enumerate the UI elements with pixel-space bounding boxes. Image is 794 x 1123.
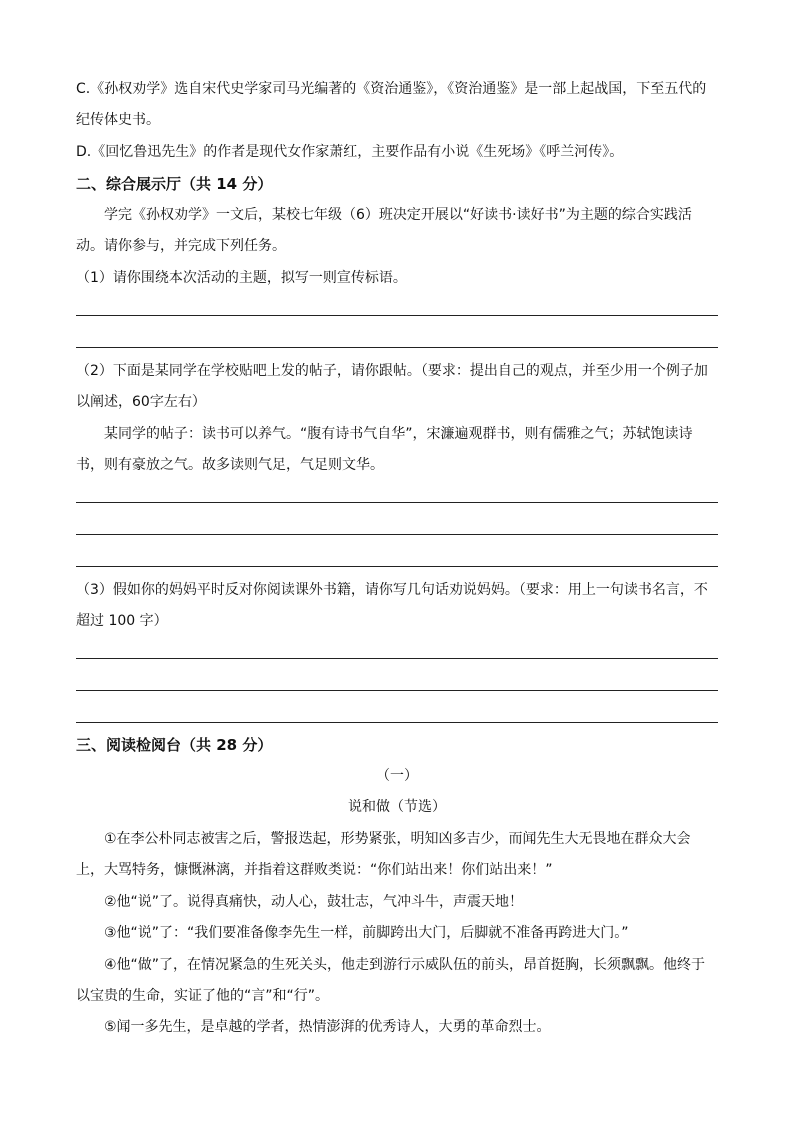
section2-heading: 二、综合展示厅（共 14 分） (76, 175, 273, 193)
section2-intro: 学完《孙权劝学》一文后，某校七年级（6）班决定开展以“好读书·读好书”为主题的综合实践活动。请你参与，并完成下列任务。 (76, 207, 692, 254)
passage-paragraph: ③他“说”了：“我们要准备像李先生一样，前脚跨出大门，后脚就不准备再跨进大门。” (104, 925, 629, 941)
answer-line (76, 347, 718, 348)
answer-line (76, 690, 718, 691)
answer-line (76, 502, 718, 503)
option-c-text: C.《孙权劝学》选自宋代史学家司马光编著的《资治通鉴》，《资治通鉴》是一部上起战国，下至五代的纪传体史书。 (76, 81, 707, 128)
question-3: （3）假如你的妈妈平时反对你阅读课外书籍，请你写几句话劝说妈妈。（要求：用上一句读书名言，不超过 100 字） (76, 582, 708, 629)
answer-line (76, 566, 718, 567)
option-d-text: D.《回忆鲁迅先生》的作者是现代女作家萧红，主要作品有小说《生死场》《呼兰河传》。 (76, 144, 624, 160)
question-1: （1）请你围绕本次活动的主题，拟写一则宣传标语。 (76, 270, 407, 286)
answer-line (76, 658, 718, 659)
answer-line (76, 534, 718, 535)
passage-paragraph: ④他“做”了，在情况紧急的生死关头，他走到游行示威队伍的前头，昂首挺胸，长须飘飘。他终于以宝贵的生命，实证了他的“言”和“行”。 (76, 957, 706, 1004)
passage-paragraph: ⑤闻一多先生，是卓越的学者，热情澎湃的优秀诗人，大勇的革命烈士。 (104, 1019, 551, 1035)
question-2: （2）下面是某同学在学校贴吧上发的帖子，请你跟帖。（要求：提出自己的观点，并至少用一个例子加以阐述，60字左右） (76, 363, 708, 410)
passage-paragraph: ①在李公朴同志被害之后，警报迭起，形势紧张，明知凶多吉少，而闻先生大无畏地在群众大会上，大骂特务，慷慨淋漓，并指着这群败类说：“你们站出来！你们站出来！” (76, 831, 691, 878)
answer-line (76, 722, 718, 723)
answer-line (76, 315, 718, 316)
section3-heading: 三、阅读检阅台（共 28 分） (76, 736, 273, 754)
passage-paragraph: ②他“说”了。说得真痛快，动人心，鼓壮志，气冲斗牛，声震天地！ (104, 894, 524, 910)
forum-post: 某同学的帖子：读书可以养气。“腹有诗书气自华”，宋濂遍观群书，则有儒雅之气；苏轼饱读诗书，则有豪放之气。故多读则气足，气足则文华。 (76, 426, 693, 473)
part-label: （一） (376, 768, 418, 784)
passage-title: 说和做（节选） (348, 799, 446, 815)
